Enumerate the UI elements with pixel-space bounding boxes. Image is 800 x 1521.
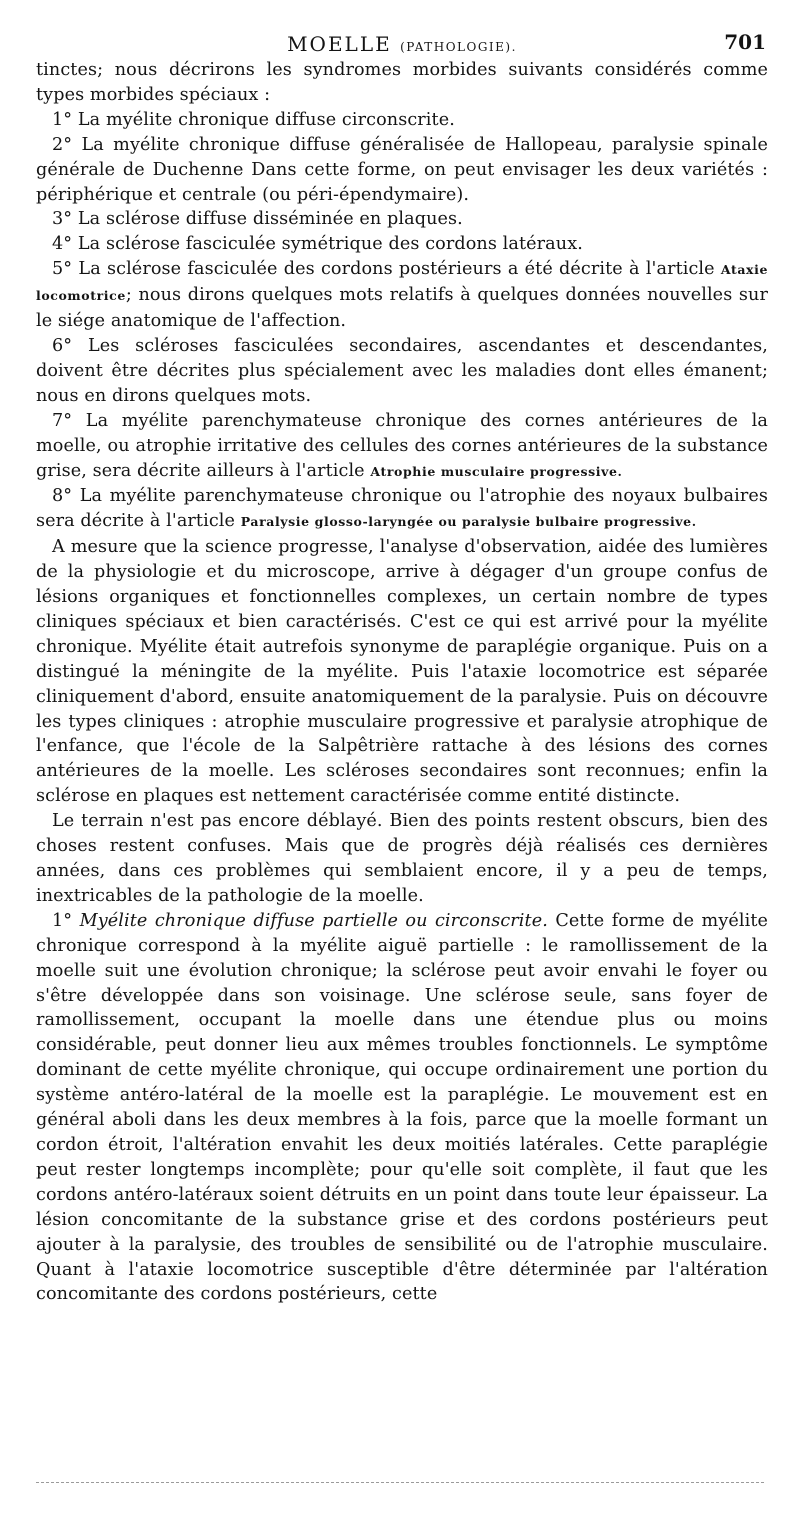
list-item-text: 7° La myélite parenchymateuse chronique des cornes antérieures de la moelle, ou atrophie irritative des cellules des cornes antérieures de la substance grise, sera décrite ailleurs à l'article — [36, 410, 768, 481]
running-head-title: MOELLE — [287, 32, 392, 56]
list-item: 3° La sclérose diffuse disséminée en plaques. — [52, 209, 463, 230]
section-paragraph — [36, 909, 768, 1308]
list-item — [36, 409, 768, 485]
paragraph: tinctes; nous décrirons les syndromes morbides suivants considérés comme types morbides spéciaux : — [36, 60, 768, 105]
book-page — [36, 22, 768, 1307]
section-text: Cette forme de myélite chronique correspond à la myélite aiguë partielle : le ramollissement de la moelle suit une évolution chronique; la sclérose peut avoir envahi le foyer ou s'être développée dans son voisinage. Une sclérose seule, sans foyer de ramollissement, occupant la moelle dans une étendue plus ou moins considérable, peut donner lieu aux mêmes troubles fonctionnels. Le symptôme dominant de cette myélite chronique, qui occupe ordinairement une portion du système antéro-latéral de la moelle est la paraplégie. Le mouvement est en général aboli dans les deux membres à la fois, parce que la moelle formant un cordon étroit, l'altération envahit les deux moitiés latérales. Cette paraplégie peut rester longtemps incomplète; pour qu'elle soit complète, il faut que les cordons antéro-latéraux soient détruits en un point dans toute leur épaisseur. La lésion concomitante de la substance grise et des cordons postérieurs peut ajouter à la paralysie, des troubles de sensibilité ou de l'atrophie musculaire. Quant à l'ataxie locomotrice susceptible d'être déterminée par l'altération concomitante des cordons postérieurs, cette — [36, 910, 769, 1305]
running-head — [36, 32, 768, 56]
list-item: 6° Les scléroses fasciculées secondaires, ascendantes et descendantes, doivent être décrites plus spécialement avec les maladies dont elles émanent; nous en dirons quelques mots. — [36, 335, 768, 406]
list-item: 4° La sclérose fasciculée symétrique des cordons latéraux. — [52, 234, 583, 255]
article-reference: Paralysie glosso-laryngée ou paralysie bulbaire progressive. — [240, 514, 697, 530]
paragraph: Le terrain n'est pas encore déblayé. Bien des points restent obscurs, bien des choses restent confuses. Mais que de progrès déjà réalisés ces dernières années, dans ces problèmes qui semblaient encore, il y a peu de temps, inextricables de la pathologie de la moelle. — [36, 811, 768, 906]
list-item-text: 5° La sclérose fasciculée des cordons postérieurs a été décrite à l'article — [52, 259, 721, 280]
footer-rule — [36, 1482, 764, 1483]
paragraph: A mesure que la science progresse, l'analyse d'observation, aidée des lumières de la physiologie et du microscope, arrive à dégager d'un groupe confus de lésions organiques et fonctionnelles complexes, un certain nombre de types cliniques spéciaux et bien caractérisés. C'est ce qui est arrivé pour la myélite chronique. Myélite était autrefois synonyme de paraplégie organique. Puis on a distingué la méningite de la myélite. Puis l'ataxie locomotrice est séparée cliniquement d'abord, ensuite anatomiquement de la paralysie. Puis on découvre les types cliniques : atrophie musculaire progressive et paralysie atrophique de l'enfance, que l'école de la Salpêtrière rattache à des lésions des cornes antérieures de la moelle. Les scléroses secondaires sont reconnues; enfin la sclérose en plaques est nettement caractérisée comme entité distincte. — [36, 537, 768, 807]
body-text — [36, 58, 768, 1307]
article-reference: Ataxie locomotrice — [36, 262, 768, 304]
article-reference: Atrophie musculaire progressive. — [370, 463, 623, 479]
list-item-text: ; nous dirons quelques mots relatifs à quelques données nouvelles sur le siége anatomique de l'affection. — [36, 285, 768, 332]
page-header — [36, 22, 768, 58]
list-item — [36, 257, 768, 334]
list-item: 1° La myélite chronique diffuse circonscrite. — [52, 109, 455, 130]
section-heading: Myélite chronique diffuse partielle ou circonscrite. — [79, 910, 548, 931]
section-number: 1° — [52, 910, 80, 931]
list-item: 2° La myélite chronique diffuse généralisée de Hallopeau, paralysie spinale générale de Duchenne Dans cette forme, on peut envisager les deux variétés : périphérique et centrale (ou péri-épendymaire). — [36, 134, 768, 205]
running-head-subtitle: (PATHOLOGIE). — [400, 40, 517, 54]
list-item-text: 8° La myélite parenchymateuse chronique ou l'atrophie des noyaux bulbaires sera décrite à l'article — [36, 486, 768, 532]
list-item — [36, 484, 768, 535]
page-number: 701 — [724, 30, 766, 54]
